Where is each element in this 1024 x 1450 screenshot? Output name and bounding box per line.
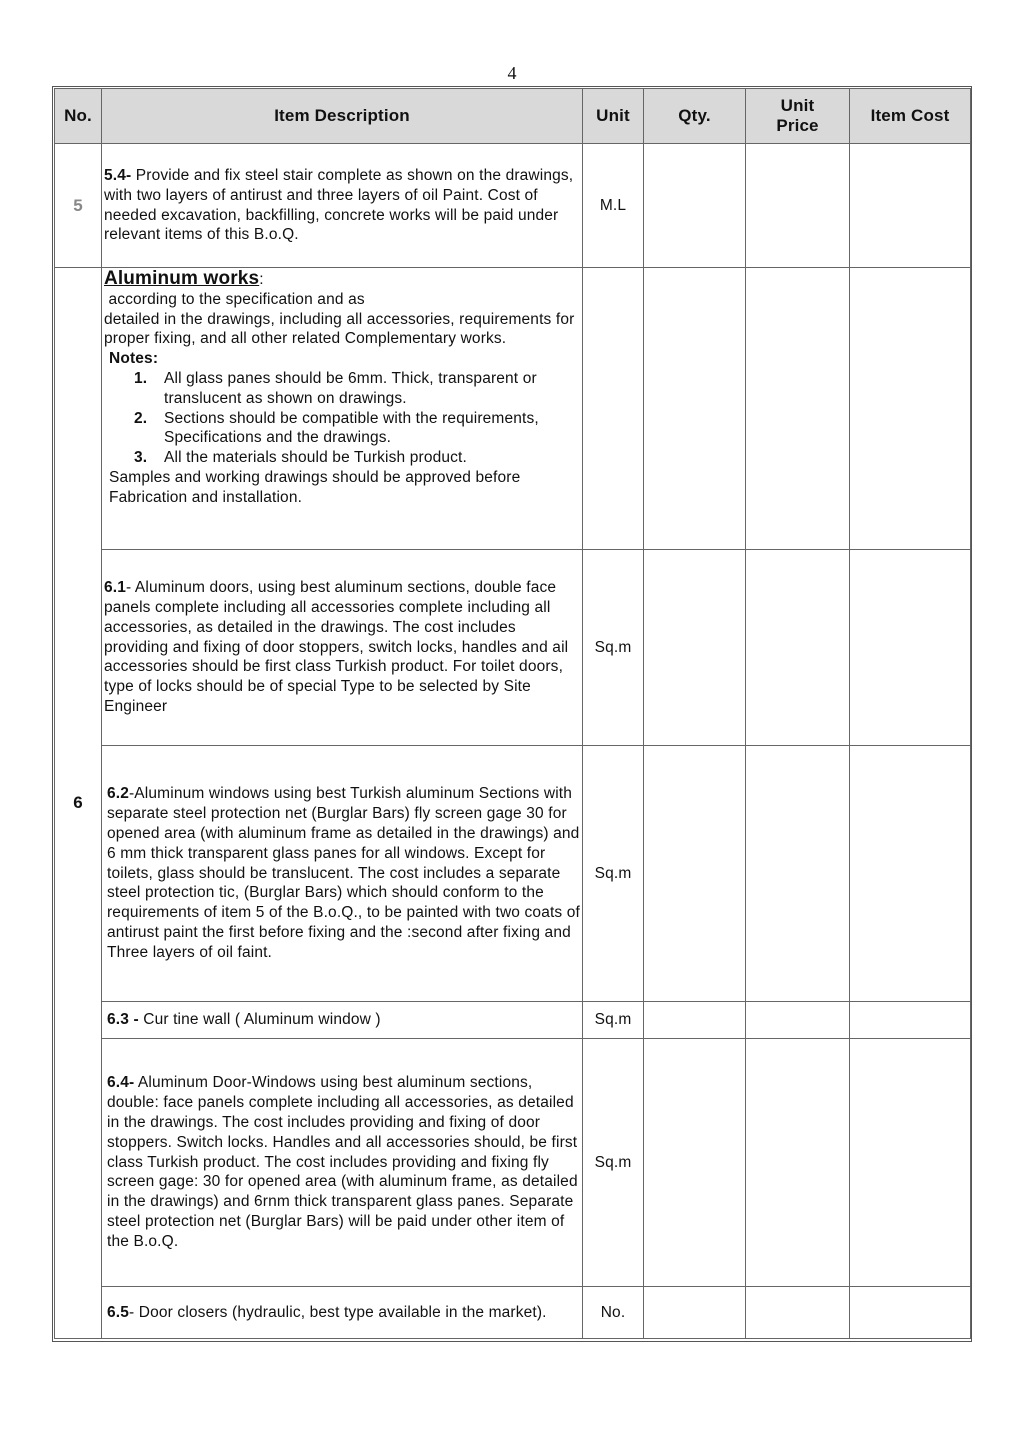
table-row-6-intro	[55, 268, 971, 550]
notes-label: Notes:	[109, 350, 159, 368]
qty-cell	[644, 268, 746, 550]
item-text: -Aluminum windows using best Turkish aluminum Sections with separate steel protection net (Burglar Bars) fly screen gage 30 for opened area (with aluminum frame as detailed in the drawings) and 6 mm thick transparent glass panes for all windows. Except for toilets, glass should be translucent. The cost includes a separate steel protection tic, (Burglar Bars) which should conform to the requirements of item 5 of the B.o.Q., to be painted with two coats of antirust paint the first before fixing and the :second after fixing and Three layers of oil faint.	[107, 785, 581, 961]
item-description-6-2	[102, 746, 583, 1002]
intro-line: according to the specification and as	[104, 290, 365, 308]
table-row-6-2	[55, 746, 971, 1002]
closing-text: Samples and working drawings should be approved before Fabrication and installation.	[109, 468, 521, 506]
item-unit: Sq.m	[583, 1039, 644, 1287]
item-text: Provide and fix steel stair complete as shown on the drawings, with two layers of antirust and three layers of oil Paint. Cost of needed excavation, backfilling, concrete works will be paid under relevant items of this B.o.Q.	[104, 166, 574, 244]
intro-text: detailed in the drawings, including all accessories, requirements for proper fixing, and all other related Complementary works.	[104, 310, 575, 348]
item-text: Cur tine wall ( Aluminum window )	[138, 1011, 381, 1029]
item-unit: Sq.m	[583, 1002, 644, 1039]
header-row	[55, 89, 971, 144]
header-qty: Qty.	[644, 89, 746, 144]
item-code: 6.3 -	[107, 1011, 139, 1029]
unit-price-cell	[746, 1039, 850, 1287]
page-number: 4	[507, 63, 517, 83]
item-code: 6.1	[104, 579, 126, 597]
table-row-6-1	[55, 550, 971, 746]
qty-cell	[644, 1287, 746, 1339]
unit-price-cell	[746, 268, 850, 550]
note-item: 2. Sections should be compatible with the requirements, Specifications and the drawings.	[134, 409, 539, 447]
item-text: - Aluminum doors, using best aluminum sections, double face panels complete including all accessories complete including all accessories, as detailed in the drawings. The cost includes providing and fixing of door stoppers, switch locks, handles and ail accessories should be first class Turkish product. For toilet doors, type of locks should be of special Type to be selected by Site Engineer	[104, 579, 569, 715]
item-unit: Sq.m	[583, 550, 644, 746]
section-number-6: 6	[55, 268, 102, 1339]
item-code: 6.4-	[107, 1074, 135, 1092]
section-title: Aluminum works	[104, 268, 260, 289]
item-unit: No.	[583, 1287, 644, 1339]
item-unit	[583, 268, 644, 550]
item-unit: M.L	[583, 144, 644, 268]
item-cost-cell	[850, 144, 971, 268]
qty-cell	[644, 550, 746, 746]
qty-cell	[644, 1039, 746, 1287]
item-cost-cell	[850, 550, 971, 746]
item-description-6-5	[102, 1287, 583, 1339]
qty-cell	[644, 144, 746, 268]
item-code: 5.4-	[104, 166, 132, 184]
note-item: 1. All glass panes should be 6mm. Thick, transparent or translucent as shown on drawings.	[134, 369, 537, 407]
header-description: Item Description	[102, 89, 583, 144]
item-description-6-1	[102, 550, 583, 746]
item-code: 6.5	[107, 1303, 129, 1321]
unit-price-cell	[746, 550, 850, 746]
section-intro-description: Aluminum works: according to the specification and as detailed in the drawings, including all accessories, requirements for proper fixing, and all other related Complementary works. Notes: 1. All glass panes should be 6mm. Thick, transparent or translucent as shown on drawings. 2. Sections should be compatible with the requirements, Specifications and the drawings. 3. All the materials should be Turkish product. Samples and working drawings should be approved before Fabrication and installation.	[102, 268, 583, 550]
item-description-6-4	[102, 1039, 583, 1287]
table-row-6-5	[55, 1287, 971, 1339]
item-text: Aluminum Door-Windows using best aluminum sections, double: face panels complete including all accessories, as detailed in the drawings. The cost includes providing and fixing of door stoppers. Switch locks. Handles and all accessories should, be first class Turkish product. The cost includes providing and fixing fly screen gage: 30 for opened area (with aluminum frame, as detailed in the drawings) and 6rnm thick transparent glass panes. Separate steel protection net (Burglar Bars) will be paid under other item of the B.o.Q.	[107, 1074, 578, 1250]
unit-price-cell	[746, 746, 850, 1002]
table-row-6-4	[55, 1039, 971, 1287]
header-item-cost: Item Cost	[850, 89, 971, 144]
item-cost-cell	[850, 268, 971, 550]
item-code: 6.2	[107, 785, 129, 803]
item-cost-cell	[850, 1002, 971, 1039]
qty-cell	[644, 746, 746, 1002]
item-description-6-3	[102, 1002, 583, 1039]
note-item: 3. All the materials should be Turkish product.	[134, 449, 467, 467]
unit-price-cell	[746, 144, 850, 268]
boq-table	[54, 88, 971, 1339]
header-no: No.	[55, 89, 102, 144]
item-cost-cell	[850, 746, 971, 1002]
header-unit-price: Unit Price	[746, 89, 850, 144]
table-row-6-3	[55, 1002, 971, 1039]
unit-price-cell	[746, 1002, 850, 1039]
header-unit: Unit	[583, 89, 644, 144]
unit-price-cell	[746, 1287, 850, 1339]
item-text: - Door closers (hydraulic, best type available in the market).	[129, 1303, 547, 1321]
qty-cell	[644, 1002, 746, 1039]
table-row-5-4	[55, 144, 971, 268]
item-cost-cell	[850, 1287, 971, 1339]
item-description-5-4	[102, 144, 583, 268]
section-number-5: 5	[55, 144, 102, 268]
item-unit: Sq.m	[583, 746, 644, 1002]
item-cost-cell	[850, 1039, 971, 1287]
